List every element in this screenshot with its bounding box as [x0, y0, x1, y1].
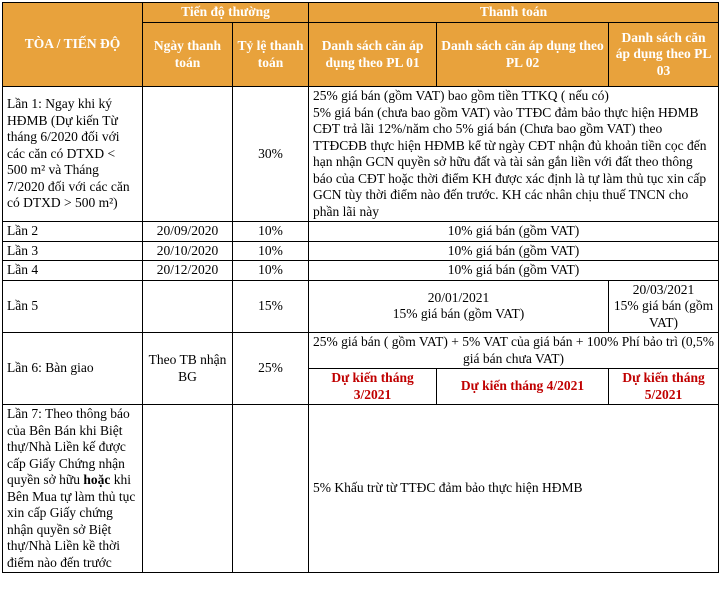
lan5-payment-pl03	[609, 280, 719, 333]
header-pl03: Danh sách căn áp dụng theo PL 03	[609, 23, 719, 87]
lan5-payment-date: 20/01/2021	[427, 289, 490, 305]
lan7-label	[3, 405, 143, 573]
lan5-pl03-text: 15% giá bán (gồm VAT)	[613, 298, 714, 330]
lan1-rate: 30%	[233, 87, 309, 222]
lan6-date: Theo TB nhận BG	[143, 333, 233, 405]
lan2-payment: 10% giá bán (gồm VAT)	[309, 222, 719, 242]
header-toa-tien-do: TÒA / TIẾN ĐỘ	[3, 3, 143, 87]
lan7-label-part2: khi Bên Mua tự làm thủ tục xin cấp Giấy chứng nhận quyền sở Biệt thự/Nhà Liền kề thời điểm nào đến trước	[7, 472, 136, 570]
lan6-pl03-expected: Dự kiến tháng 5/2021	[609, 369, 719, 405]
table-row-lan4	[3, 261, 719, 281]
lan3-payment: 10% giá bán (gồm VAT)	[309, 241, 719, 261]
lan6-label: Lần 6: Bàn giao	[3, 333, 143, 405]
lan6-pl01-expected: Dự kiến tháng 3/2021	[309, 369, 437, 405]
lan4-label: Lần 4	[3, 261, 143, 281]
lan7-label-bold: hoặc	[83, 472, 111, 487]
header-pl02: Danh sách căn áp dụng theo PL 02	[437, 23, 609, 87]
table-row-lan2	[3, 222, 719, 242]
lan5-rate: 15%	[233, 280, 309, 333]
lan5-payment-pl01-pl02	[309, 280, 609, 333]
lan3-date: 20/10/2020	[143, 241, 233, 261]
header-thanh-toan: Thanh toán	[309, 3, 719, 23]
lan2-rate: 10%	[233, 222, 309, 242]
table-row-lan7	[3, 405, 719, 573]
lan1-date	[143, 87, 233, 222]
lan5-label: Lần 5	[3, 280, 143, 333]
lan2-label: Lần 2	[3, 222, 143, 242]
lan6-rate: 25%	[233, 333, 309, 405]
lan7-rate	[233, 405, 309, 573]
lan4-date: 20/12/2020	[143, 261, 233, 281]
lan1-payment-line1: 25% giá bán (gồm VAT) bao gồm tiền TTKQ ( nếu có)	[313, 88, 609, 103]
lan6-pl02-expected: Dự kiến tháng 4/2021	[437, 369, 609, 405]
lan1-label: Lần 1: Ngay khi ký HĐMB (Dự kiến Từ tháng 6/2020 đối với các căn có DTXD < 500 m² và Tháng 7/2020 đối với các căn có DTXD > 500 m²)	[3, 87, 143, 222]
lan4-payment: 10% giá bán (gồm VAT)	[309, 261, 719, 281]
lan1-payment	[309, 87, 719, 222]
header-ngay-thanh-toan: Ngày thanh toán	[143, 23, 233, 87]
lan7-payment: 5% Khấu trừ từ TTĐC đảm bảo thực hiện HĐMB	[309, 405, 719, 573]
table-row-lan5	[3, 280, 719, 333]
header-tien-do-thuong: Tiến độ thường	[143, 3, 309, 23]
table-row-lan1	[3, 87, 719, 222]
table-row-lan3	[3, 241, 719, 261]
lan3-label: Lần 3	[3, 241, 143, 261]
lan2-date: 20/09/2020	[143, 222, 233, 242]
table-row-lan6	[3, 333, 719, 369]
lan3-rate: 10%	[233, 241, 309, 261]
lan7-date	[143, 405, 233, 573]
lan7-label-part1: Lần 7: Theo thông báo của Bên Bán khi Biệt thự/Nhà Liền kế được cấp Giấy Chứng nhận quyền sở hữu	[7, 406, 130, 487]
header-ty-le: Tỷ lệ thanh toán	[233, 23, 309, 87]
lan1-payment-line3: CĐT trả lãi 12%/năm cho 5% giá bán (Chưa bao gồm VAT) theo TTĐCĐB thực hiện HĐMB kể từ ngày CĐT nhận đủ khoản tiền cọc đến hạn nhận GCN quyền sở hữu đất và tài sản gắn liền với đất theo thông báo của CĐT hoặc thời điểm KH được xác định là tự làm thủ tục xin cấp GCN tùy thời điểm nào đến trước. KH các nhân chịu thuế TNCN cho phần lãi này	[313, 121, 707, 219]
header-pl01: Danh sách căn áp dụng theo PL 01	[309, 23, 437, 87]
lan1-payment-line2: 5% giá bán (chưa bao gồm VAT) vào TTĐC đảm bảo thực hiện HĐMB	[313, 104, 699, 120]
payment-schedule-table	[2, 2, 719, 573]
lan5-date	[143, 280, 233, 333]
lan6-payment: 25% giá bán ( gồm VAT) + 5% VAT của giá bán + 100% Phí bảo trì (0,5% giá bán chưa VAT)	[309, 333, 719, 369]
lan5-pl03-date: 20/03/2021	[632, 281, 695, 297]
lan5-payment-text: 15% giá bán (gồm VAT)	[392, 306, 525, 322]
lan4-rate: 10%	[233, 261, 309, 281]
